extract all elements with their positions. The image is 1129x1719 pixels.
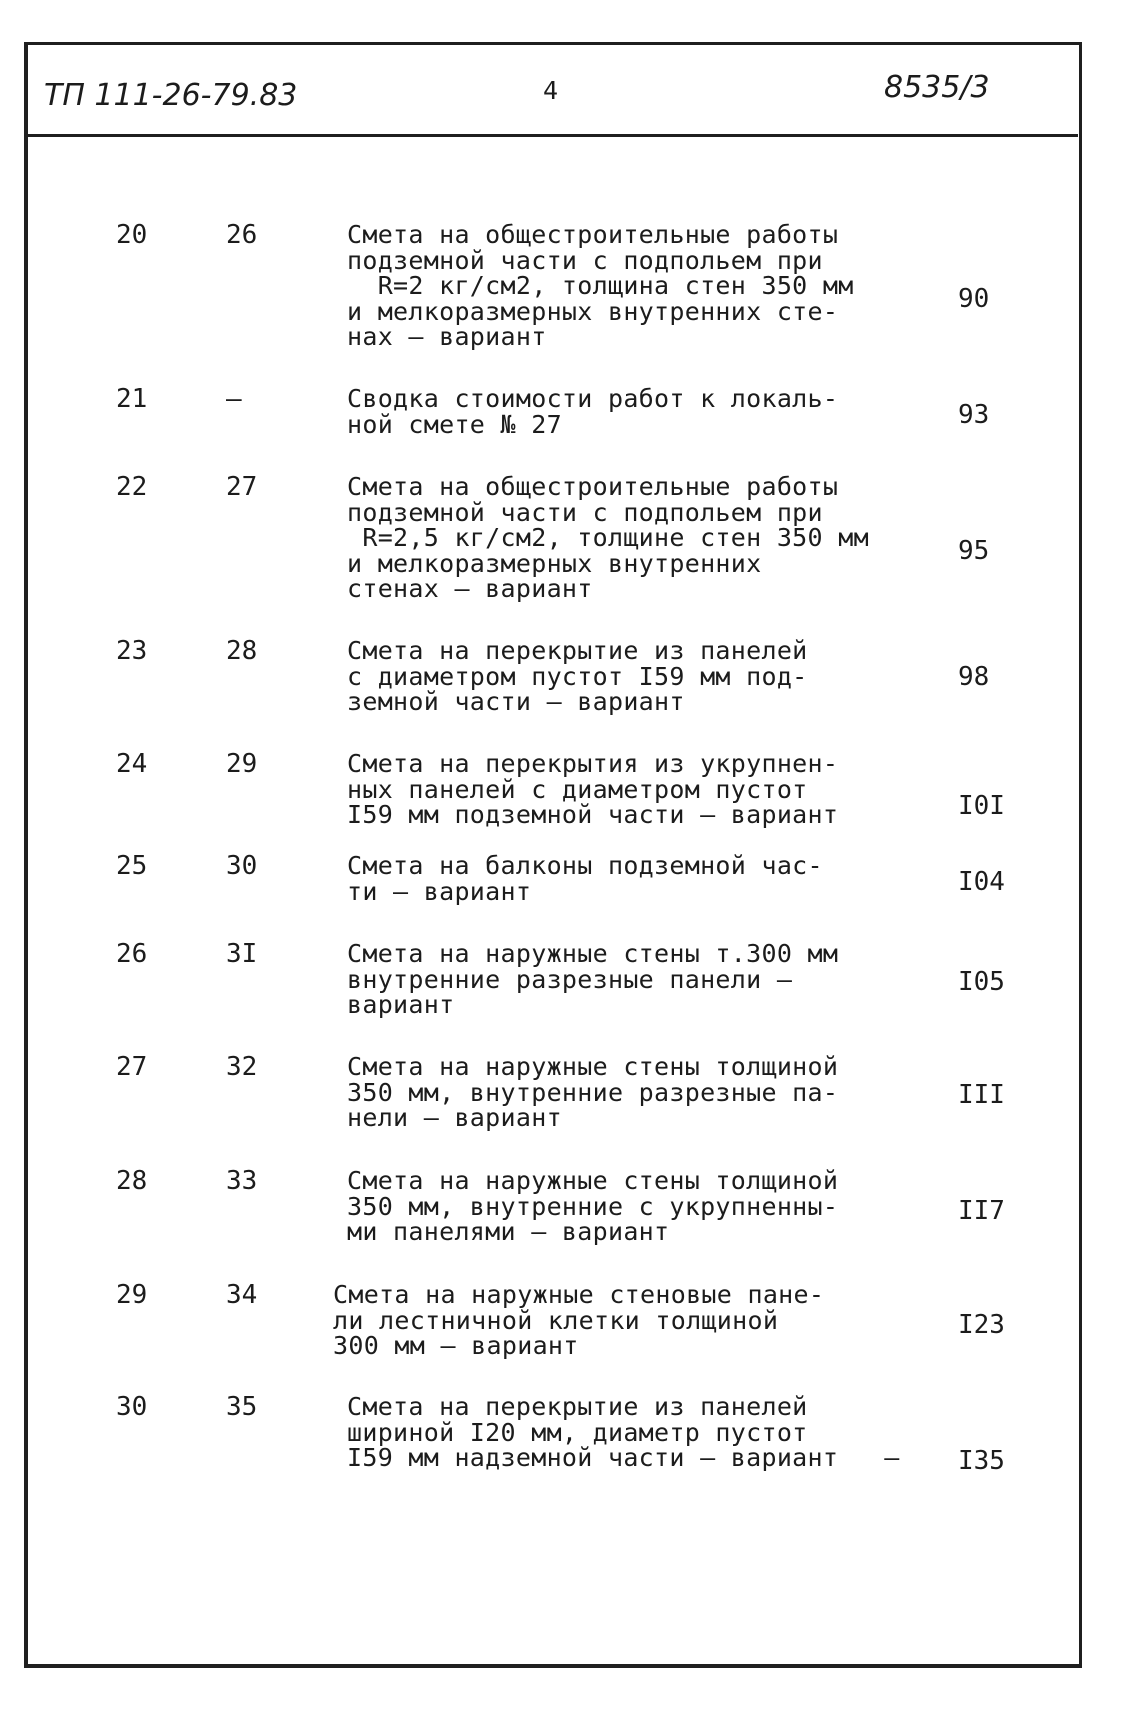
estimate-number: 28 — [226, 636, 258, 666]
page-reference: 98 — [958, 662, 990, 692]
page-reference: I23 — [958, 1310, 1005, 1340]
row-number: 28 — [116, 1166, 148, 1196]
estimate-number: 26 — [226, 220, 258, 250]
page-reference: I35 — [958, 1446, 1005, 1476]
row-description: Смета на перекрытие из панелей с диаметром пустот I59 мм под- земной части – вариант — [347, 636, 808, 716]
row-number: 23 — [116, 636, 148, 666]
estimate-number: 3I — [226, 939, 258, 969]
header-divider — [28, 134, 1078, 137]
page-reference: I0I — [958, 791, 1005, 821]
estimate-number: 27 — [226, 472, 258, 502]
page-reference: III — [958, 1080, 1005, 1110]
page-reference: I05 — [958, 967, 1005, 997]
estimate-number: 29 — [226, 749, 258, 779]
row-number: 27 — [116, 1052, 148, 1082]
row-number: 20 — [116, 220, 148, 250]
estimate-number: 35 — [226, 1392, 258, 1422]
document-code: ТП 111-26-79.83 — [44, 78, 298, 113]
page-reference: II7 — [958, 1196, 1005, 1226]
row-description: Смета на наружные стены т.300 мм внутренние разрезные панели – вариант — [347, 939, 839, 1019]
row-number: 24 — [116, 749, 148, 779]
row-number: 29 — [116, 1280, 148, 1310]
estimate-number: 32 — [226, 1052, 258, 1082]
row-description: Смета на балконы подземной час- ти – вариант — [347, 851, 823, 906]
page-reference: I04 — [958, 867, 1005, 897]
row-description: Смета на наружные стены толщиной 350 мм, внутренние с укрупненны- ми панелями – вариант — [347, 1166, 839, 1246]
page-reference: 95 — [958, 536, 990, 566]
estimate-number: – — [226, 384, 242, 414]
row-description: Смета на перекрытия из укрупнен- ных панелей с диаметром пустот I59 мм подземной части – вариант — [347, 749, 839, 829]
row-description: Смета на наружные стены толщиной 350 мм, внутренние разрезные па- нели – вариант — [347, 1052, 839, 1132]
estimate-number: 34 — [226, 1280, 258, 1310]
sheet-reference: 8535/3 — [884, 70, 990, 105]
row-number: 25 — [116, 851, 148, 881]
row-number: 26 — [116, 939, 148, 969]
row-description: Смета на наружные стеновые пане- ли лестничной клетки толщиной 300 мм – вариант — [333, 1280, 825, 1360]
estimate-number: 30 — [226, 851, 258, 881]
row-description: Смета на общестроительные работы подземной части с подпольем при R=2,5 кг/см2, толщине стен 350 мм и мелкоразмерных внутренних стенах – вариант — [347, 472, 869, 603]
row-number: 21 — [116, 384, 148, 414]
page-reference: 90 — [958, 284, 990, 314]
estimate-number: 33 — [226, 1166, 258, 1196]
row-number: 30 — [116, 1392, 148, 1422]
page-reference: 93 — [958, 400, 990, 430]
page-number: 4 — [543, 76, 559, 105]
row-description: Сводка стоимости работ к локаль- ной смете № 27 — [347, 384, 839, 439]
row-description: Смета на общестроительные работы подземной части с подпольем при R=2 кг/см2, толщина стен 350 мм и мелкоразмерных внутренних сте- нах – вариант — [347, 220, 854, 351]
row-number: 22 — [116, 472, 148, 502]
row-description: Смета на перекрытие из панелей шириной I20 мм, диаметр пустот I59 мм надземной части – вариант – — [347, 1392, 900, 1472]
